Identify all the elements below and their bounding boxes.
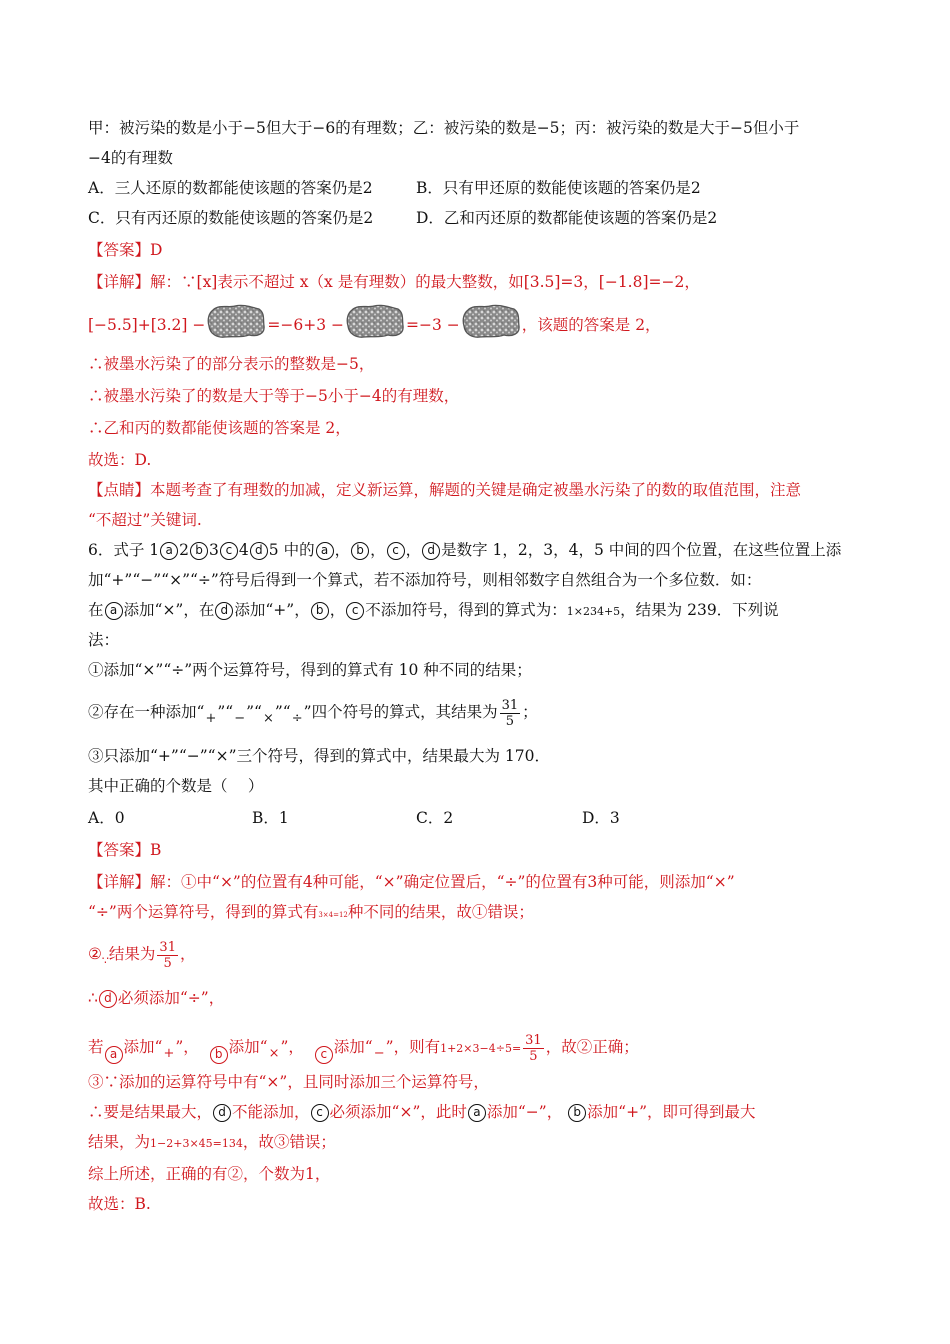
fraction-numerator: 31 xyxy=(501,697,519,713)
operator-minus xyxy=(234,701,245,725)
because-symbol: ∵ xyxy=(101,954,109,967)
stem-text: ， xyxy=(405,541,422,559)
detail-text: 种可能，则添加“×” xyxy=(597,873,735,891)
q6-statement-1: ①添加“×”“÷”两个运算符号，得到的算式有 10 种不同的结果； xyxy=(88,661,532,679)
q5-comment-line-2: “不超过”关键词. xyxy=(88,511,202,529)
expr-part: ，该题的答案是 2， xyxy=(521,316,661,334)
intro-line-2: −4的有理数 xyxy=(88,149,173,167)
fraction-31-5 xyxy=(500,698,521,729)
stem-text: ， xyxy=(370,541,386,559)
detail-text: 必须添加“×”，此时 xyxy=(329,1103,467,1121)
detail-text: 添加“ xyxy=(228,1038,268,1056)
stem-text: 是数字 1，2，3，4，5 中间的四个位置，在这些位置上添 xyxy=(441,541,842,559)
fraction-31-5 xyxy=(157,940,178,971)
q6-detail-line-6: ③∵添加的运算符号中有“×”，且同时添加三个运算符号， xyxy=(88,1073,489,1091)
operator-plus xyxy=(205,701,216,725)
expr-part: =−6+3 − xyxy=(267,316,344,334)
detail-text: ② xyxy=(88,945,102,963)
stem-text: ”“ xyxy=(274,703,291,721)
detail-tag: 【详解】 xyxy=(88,273,151,291)
detail-text: 解：∵[x]表示不超过 x（x 是有理数）的最大整数，如[3.5]=3，[−1.8]=−2， xyxy=(150,273,700,291)
q6-detail-line-4 xyxy=(88,986,224,1010)
circled-b-icon: b xyxy=(568,1104,586,1122)
detail-text: ，故③错误； xyxy=(242,1133,336,1151)
q6-detail-line-3 xyxy=(88,934,195,981)
stem-text: ”“ xyxy=(217,703,234,721)
times-symbol: × xyxy=(262,711,274,726)
q6-option-d: D．3 xyxy=(582,809,620,827)
circled-a-icon: a xyxy=(160,542,178,560)
stem-text: ， xyxy=(334,541,351,559)
intro-line-1: 甲：被污染的数是小于−5但大于−6的有理数；乙：被污染的数是−5；丙：被污染的数是大于−5但小于 xyxy=(88,119,800,137)
detail-number: 3 xyxy=(587,873,598,891)
math-expression: 3×4=12 xyxy=(318,911,348,919)
stem-text: 4 xyxy=(238,541,249,559)
operator-minus xyxy=(374,1036,385,1060)
detail-text: 种可能，“×”确定位置后，“÷”的位置有 xyxy=(312,873,588,891)
q5-detail-line-6: 故选：D. xyxy=(88,451,152,469)
fraction-denominator: 5 xyxy=(505,713,514,729)
stem-text: 在 xyxy=(88,601,104,619)
stem-text: ”“ xyxy=(246,703,262,721)
detail-text: ∴要是结果最大， xyxy=(88,1103,213,1121)
detail-text: 结果为 xyxy=(108,945,156,963)
q6-detail-line-1 xyxy=(88,870,735,894)
circled-c-icon: c xyxy=(346,602,364,620)
fraction-31-5 xyxy=(523,1033,544,1064)
stem-text: ”四个符号的算式，其结果为 xyxy=(303,703,498,721)
q5-option-b: B．只有甲还原的数能使该题的答案仍是2 xyxy=(416,179,701,197)
circled-a-icon: a xyxy=(105,602,123,620)
expr-part: [−5.5]+[3.2] − xyxy=(88,316,206,334)
stem-text: ； xyxy=(522,703,538,721)
circled-a-icon: a xyxy=(316,542,334,560)
q6-statement-3: ③只添加“+”“−”“×”三个符号，得到的算式中，结果最大为 170． xyxy=(88,747,551,765)
q6-ask: 其中正确的个数是（ ） xyxy=(88,777,264,795)
q6-detail-line-2 xyxy=(88,900,534,927)
operator-times xyxy=(263,701,274,725)
operator-div xyxy=(292,701,303,725)
expr-part: =−3 − xyxy=(406,316,460,334)
circled-b-icon: b xyxy=(311,602,329,620)
fraction-denominator: 5 xyxy=(163,955,172,971)
q5-detail-line-2 xyxy=(88,304,661,344)
stem-text: ②存在一种添加“ xyxy=(88,703,205,721)
q5-detail-line-5: ∴乙和丙的数都能使该题的答案是 2， xyxy=(88,419,351,437)
answer-value: B xyxy=(150,841,162,859)
fraction-numerator: 31 xyxy=(525,1032,542,1048)
circled-d-icon: d xyxy=(99,990,117,1008)
comment-text: 本题考查了有理数的加减，定义新运算，解题的关键是确定被墨水污染了的数的取值范围，注意 xyxy=(150,481,802,499)
circled-b-icon: b xyxy=(190,542,208,560)
answer-value: D xyxy=(150,241,163,259)
stem-text: 2 xyxy=(179,541,190,559)
detail-text: 不能添加， xyxy=(232,1103,310,1121)
math-expression: 1−2+3×45=134 xyxy=(150,1137,243,1150)
circled-d-icon: d xyxy=(213,1104,231,1122)
detail-text: 解：①中“×”的位置有 xyxy=(150,873,303,891)
ink-blot-image xyxy=(207,304,265,338)
times-symbol: × xyxy=(268,1046,280,1061)
circled-b-icon: b xyxy=(210,1046,228,1064)
math-expression: 1×234+5 xyxy=(566,605,621,618)
circled-b-icon: b xyxy=(351,542,369,560)
q6-line-2: 加“+”“−”“×”“÷”符号后得到一个算式，若不添加符号，则相邻数字自然组合为一个多位数．如： xyxy=(88,571,762,589)
detail-text: 添加“−”， xyxy=(486,1103,563,1121)
detail-text: “÷”两个运算符号，得到的算式有 xyxy=(88,903,319,921)
circled-d-icon: d xyxy=(215,602,233,620)
circled-c-icon: c xyxy=(311,1104,329,1122)
plus-symbol: + xyxy=(205,711,217,726)
detail-text: ，故②正确； xyxy=(545,1038,639,1056)
detail-text: 添加“ xyxy=(123,1038,163,1056)
q6-answer xyxy=(88,838,161,862)
fraction-numerator: 31 xyxy=(159,939,176,955)
minus-symbol: − xyxy=(373,1046,385,1061)
stem-text: 添加“+”， xyxy=(234,601,310,619)
stem-text: 添加“×”，在 xyxy=(123,601,215,619)
stem-text: 3 xyxy=(209,541,219,559)
q6-statement-2 xyxy=(88,692,538,732)
detail-number: 1 xyxy=(305,1165,315,1183)
q6-option-c: C．2 xyxy=(416,809,454,827)
answer-tag: 【答案】 xyxy=(88,841,151,859)
detail-text: 综上所述，正确的有②，个数为 xyxy=(88,1165,306,1183)
detail-text: ， xyxy=(179,945,196,963)
q6-detail-line-5 xyxy=(88,1026,639,1070)
circled-c-icon: c xyxy=(220,542,238,560)
detail-text: ， xyxy=(314,1165,331,1183)
detail-text: 添加“+”，即可得到最大 xyxy=(587,1103,756,1121)
detail-text: 种不同的结果，故①错误； xyxy=(347,903,534,921)
stem-text: 不添加符号，得到的算式为： xyxy=(365,601,567,619)
q5-detail-line-1 xyxy=(88,270,700,294)
q6-line-1 xyxy=(88,538,841,562)
operator-times xyxy=(269,1036,280,1060)
detail-text: 添加“ xyxy=(333,1038,373,1056)
q6-detail-line-9 xyxy=(88,1162,330,1186)
q6-line-3 xyxy=(88,598,779,624)
circled-c-icon: c xyxy=(315,1046,333,1064)
stem-text: 6．式子 1 xyxy=(88,541,160,559)
detail-tag: 【详解】 xyxy=(88,873,151,891)
q5-answer xyxy=(88,238,162,262)
q5-option-a: A．三人还原的数都能使该题的答案仍是2 xyxy=(88,179,373,197)
therefore-symbol: ∴ xyxy=(88,989,98,1007)
comment-tag: 【点睛】 xyxy=(88,481,151,499)
detail-text: ”， xyxy=(280,1038,304,1056)
detail-text: 必须添加“÷”， xyxy=(117,989,225,1007)
detail-text: 结果，为 xyxy=(88,1133,151,1151)
circled-d-icon: d xyxy=(250,542,268,560)
circled-d-icon: d xyxy=(422,542,440,560)
q6-option-a: A．0 xyxy=(88,809,125,827)
q6-line-4: 法： xyxy=(88,631,120,649)
detail-number: 4 xyxy=(302,873,313,891)
q5-detail-line-3: ∴被墨水污染了的部分表示的整数是−5， xyxy=(88,355,375,373)
q6-option-b: B．1 xyxy=(252,809,289,827)
circled-a-icon: a xyxy=(468,1104,486,1122)
math-expression: 1+2×3−4÷5= xyxy=(440,1042,522,1055)
minus-symbol: − xyxy=(234,711,246,726)
q5-comment-line-1 xyxy=(88,478,801,502)
detail-text: 若 xyxy=(88,1038,104,1056)
q5-detail-line-4: ∴被墨水污染了的数是大于等于−5小于−4的有理数， xyxy=(88,387,460,405)
q6-detail-line-8 xyxy=(88,1130,336,1156)
stem-text: 5 中的 xyxy=(268,541,315,559)
q6-detail-line-10: 故选：B. xyxy=(88,1195,151,1213)
detail-text: ”，则有 xyxy=(385,1038,441,1056)
fraction-denominator: 5 xyxy=(529,1048,538,1064)
q5-option-c: C．只有丙还原的数能使该题的答案仍是2 xyxy=(88,209,374,227)
circled-c-icon: c xyxy=(387,542,405,560)
answer-tag: 【答案】 xyxy=(88,241,151,259)
ink-blot-image xyxy=(346,304,404,338)
operator-plus xyxy=(163,1036,174,1060)
plus-symbol: + xyxy=(163,1046,175,1061)
div-symbol: ÷ xyxy=(291,711,303,726)
detail-text: ”， xyxy=(175,1038,199,1056)
circled-a-icon: a xyxy=(105,1046,123,1064)
q6-detail-line-7 xyxy=(88,1100,756,1124)
ink-blot-image xyxy=(462,304,520,338)
q5-option-d: D．乙和丙还原的数都能使该题的答案仍是2 xyxy=(416,209,718,227)
stem-text: ， xyxy=(329,601,346,619)
stem-text: ，结果为 239．下列说 xyxy=(620,601,779,619)
